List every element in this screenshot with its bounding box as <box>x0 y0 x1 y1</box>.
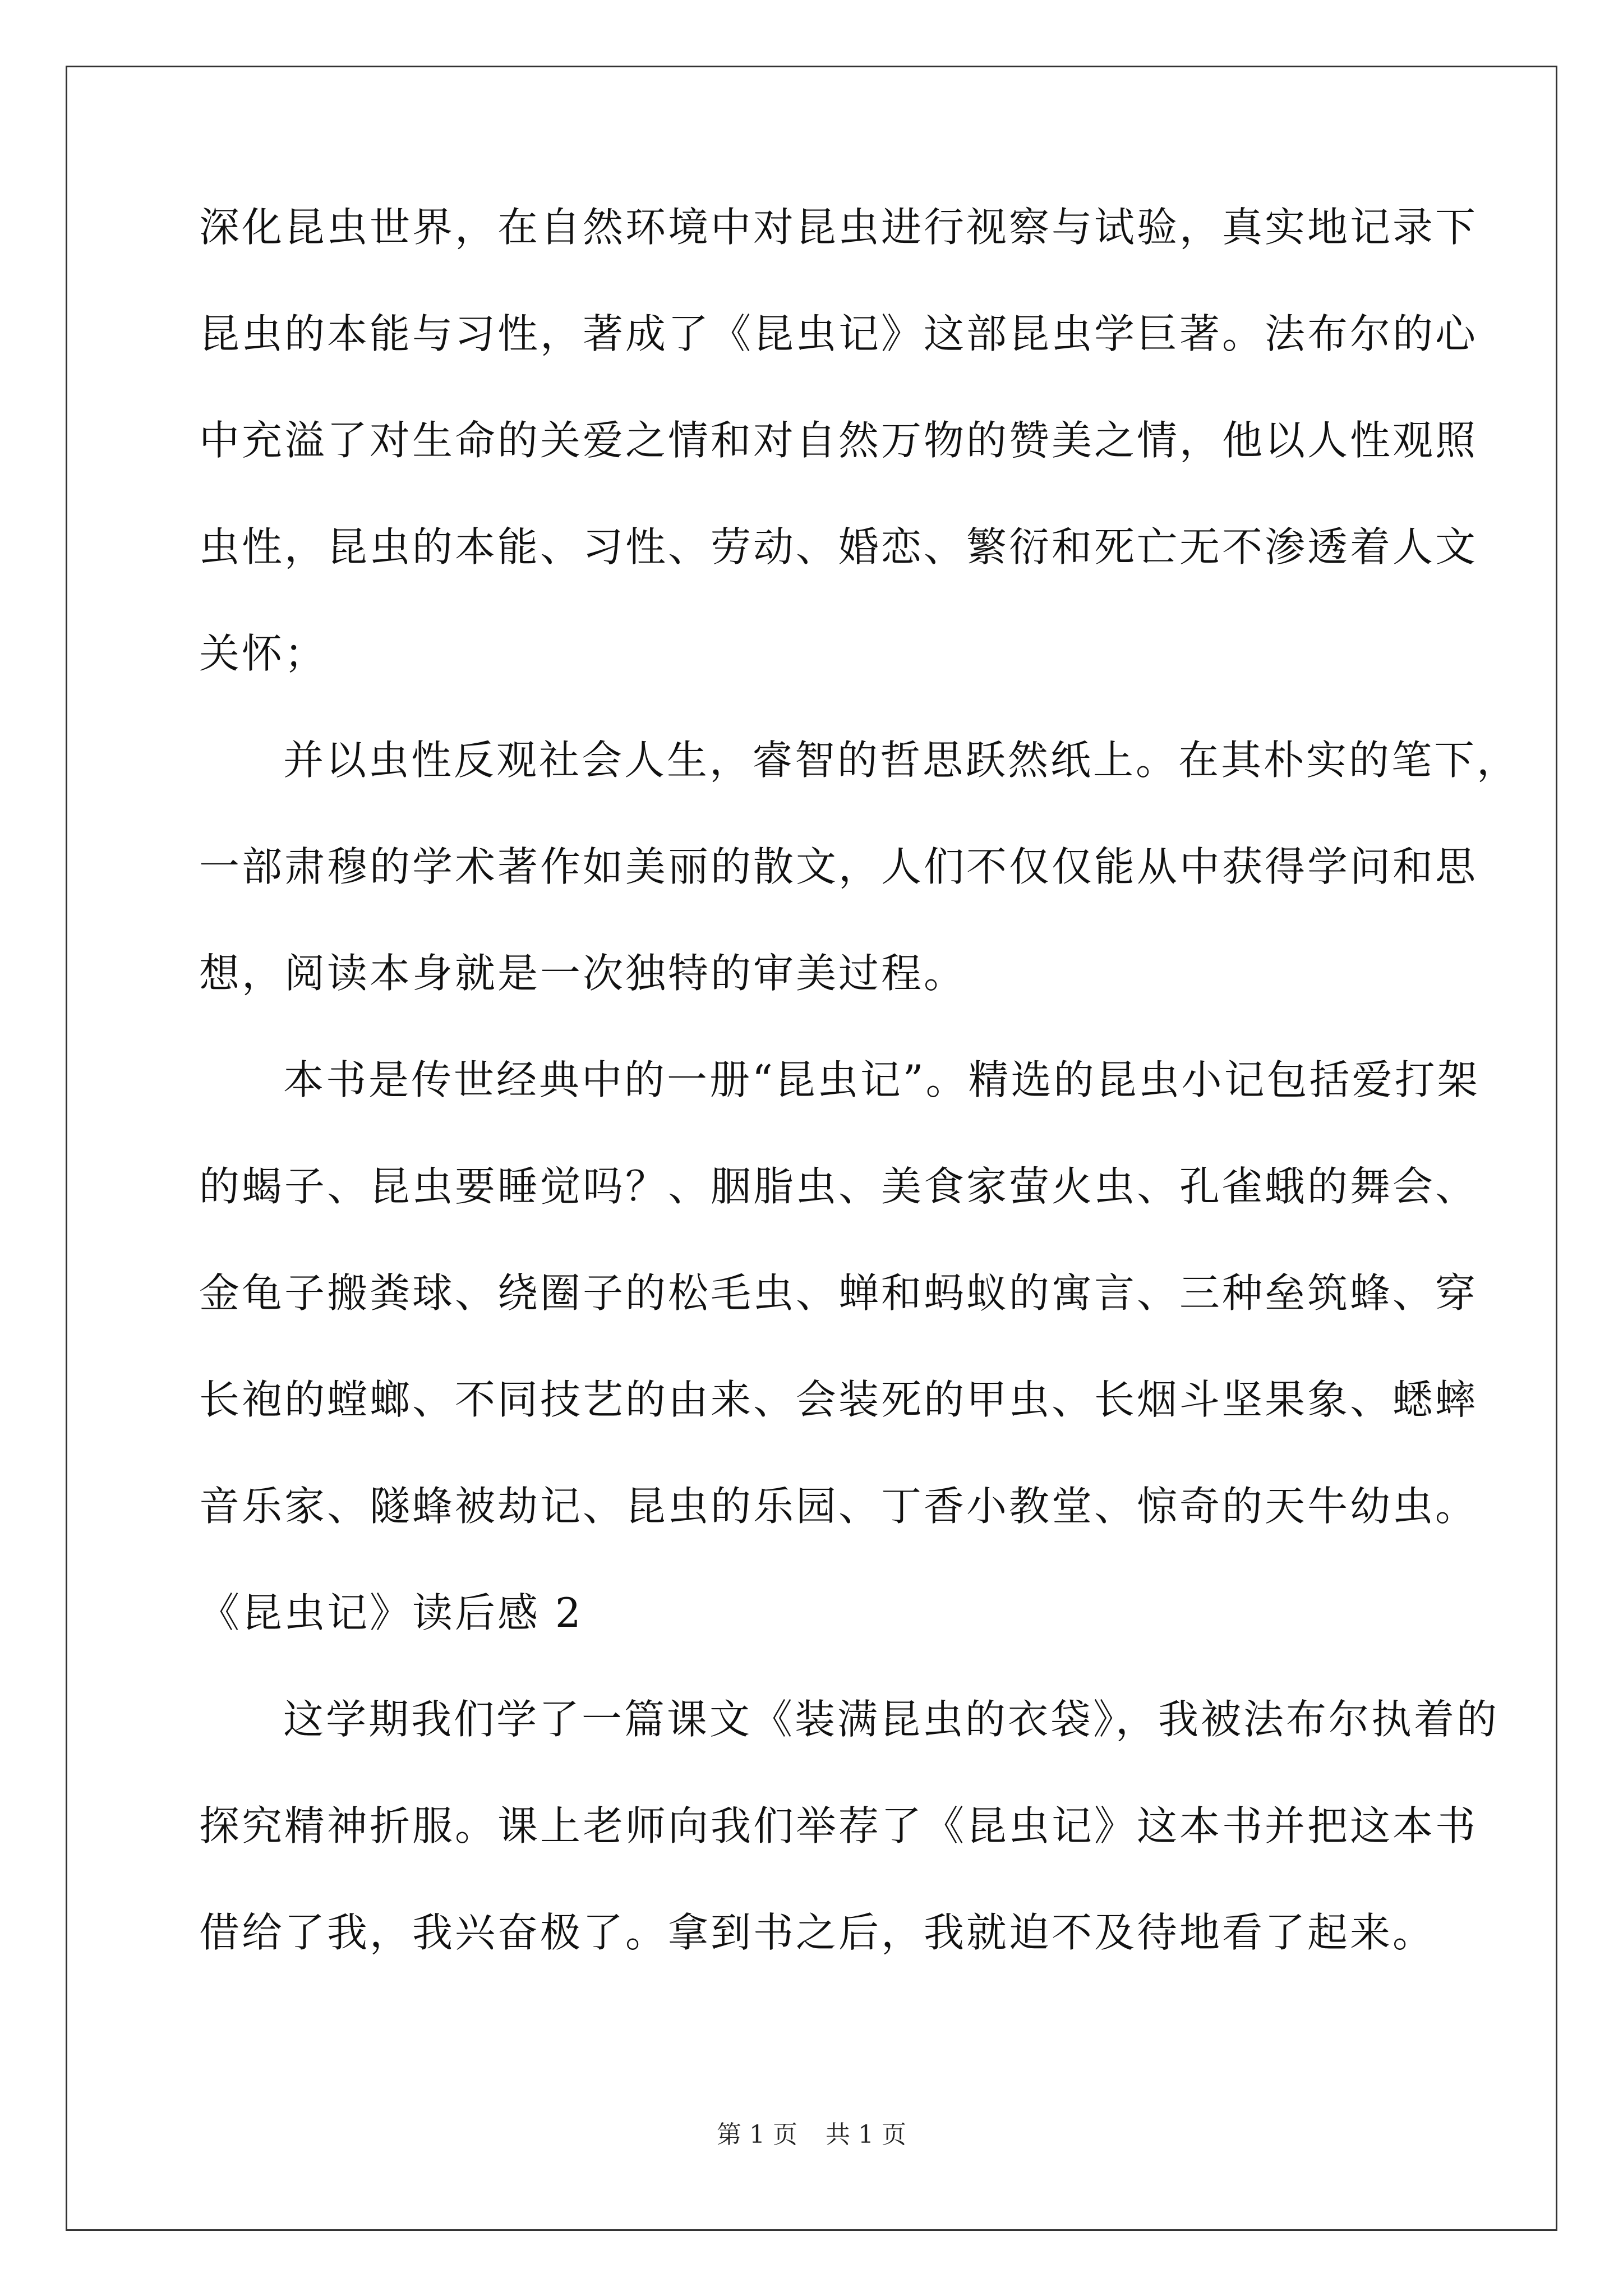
text-line: 虫性，昆虫的本能、习性、劳动、婚恋、繁衍和死亡无不渗透着人文 <box>199 523 1478 570</box>
text-line: 一部肃穆的学术著作如美丽的散文，人们不仅仅能从中获得学问和思 <box>199 843 1478 890</box>
text-line: 金龟子搬粪球、绕圈子的松毛虫、蝉和蚂蚁的寓言、三种垒筑蜂、穿 <box>199 1269 1478 1317</box>
text-line: 音乐家、隧蜂被劫记、昆虫的乐园、丁香小教堂、惊奇的天牛幼虫。 <box>199 1483 1478 1530</box>
text-line: 的蝎子、昆虫要睡觉吗？、胭脂虫、美食家萤火虫、孔雀蛾的舞会、 <box>199 1163 1478 1210</box>
text-line: 深化昆虫世界，在自然环境中对昆虫进行视察与试验，真实地记录下 <box>199 204 1478 251</box>
paragraph-start: 并以虫性反观社会人生，睿智的哲思跃然纸上。在其朴实的笔下， <box>283 737 1520 784</box>
text-line: 长袍的螳螂、不同技艺的由来、会装死的甲虫、长烟斗坚果象、蟋蟀 <box>199 1376 1478 1423</box>
paragraph-start: 本书是传世经典中的一册“昆虫记”。精选的昆虫小记包括爱打架 <box>283 1056 1480 1103</box>
text-line: 中充溢了对生命的关爱之情和对自然万物的赞美之情，他以人性观照 <box>199 417 1478 464</box>
page-count: 共 1 页 <box>826 2120 906 2149</box>
text-line: 探究精神折服。课上老师向我们举荐了《昆虫记》这本书并把这本书 <box>199 1802 1478 1849</box>
page-footer <box>0 2118 1623 2152</box>
section-title: 《昆虫记》读后感 2 <box>199 1589 583 1636</box>
paragraph-start: 这学期我们学了一篇课文《装满昆虫的衣袋》，我被法布尔执着的 <box>283 1696 1500 1743</box>
text-line: 关怀； <box>199 630 328 677</box>
page-number: 第 1 页 <box>717 2120 797 2149</box>
page-frame <box>66 66 1557 2231</box>
text-line: 借给了我，我兴奋极了。拿到书之后，我就迫不及待地看了起来。 <box>199 1909 1436 1956</box>
text-line: 昆虫的本能与习性，著成了《昆虫记》这部昆虫学巨著。法布尔的心 <box>199 310 1478 357</box>
text-line: 想，阅读本身就是一次独特的审美过程。 <box>199 950 967 997</box>
